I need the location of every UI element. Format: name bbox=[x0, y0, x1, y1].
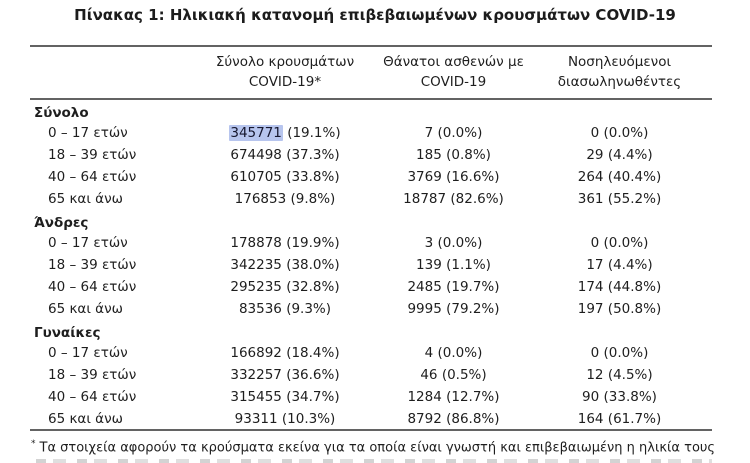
cases-cell: 342235 (38.0%) bbox=[230, 257, 340, 273]
header-deaths-line1: Θάνατοι ασθενών με bbox=[383, 54, 524, 70]
deaths-cell: 9995 (79.2%) bbox=[407, 301, 500, 317]
cases-cell: 610705 (33.8%) bbox=[230, 169, 340, 185]
group-label: Άνδρες bbox=[34, 215, 89, 231]
age-label: 40 – 64 ετών bbox=[48, 169, 137, 185]
group-label: Σύνολο bbox=[34, 105, 89, 121]
age-label: 18 – 39 ετών bbox=[48, 257, 137, 273]
intubated-cell: 361 (55.2%) bbox=[577, 191, 662, 207]
age-label: 40 – 64 ετών bbox=[48, 389, 137, 405]
table-header bbox=[30, 46, 712, 99]
intubated-cell: 197 (50.8%) bbox=[577, 301, 662, 317]
cases-cell: 674498 (37.3%) bbox=[230, 147, 340, 163]
cases-value: 315455 bbox=[230, 389, 282, 405]
table-row bbox=[30, 188, 712, 210]
table-row bbox=[30, 342, 712, 364]
age-label: 0 – 17 ετών bbox=[48, 235, 128, 251]
intubated-cell: 29 (4.4%) bbox=[586, 147, 653, 163]
table-row bbox=[30, 364, 712, 386]
cases-value: 176853 bbox=[234, 191, 287, 207]
header-empty-cell bbox=[30, 46, 190, 99]
cases-cell: 345771 (19.1%) bbox=[230, 125, 341, 141]
cases-cell: 178878 (19.9%) bbox=[230, 235, 340, 251]
cases-value: 166892 bbox=[230, 345, 282, 361]
cases-value: 342235 bbox=[230, 257, 282, 273]
header-intubated bbox=[527, 46, 712, 99]
cases-value: 295235 bbox=[230, 279, 282, 295]
deaths-cell: 139 (1.1%) bbox=[416, 257, 491, 273]
cases-cell: 166892 (18.4%) bbox=[230, 345, 340, 361]
table-title: Πίνακας 1: Ηλικιακή κατανομή επιβεβαιωμένων κρουσμάτων COVID-19 bbox=[74, 6, 676, 24]
table-row bbox=[30, 408, 712, 430]
deaths-cell: 3 (0.0%) bbox=[424, 235, 483, 251]
deaths-cell: 7 (0.0%) bbox=[424, 125, 483, 141]
header-cases-line2: COVID-19* bbox=[248, 74, 322, 90]
cases-cell: 83536 (9.3%) bbox=[238, 301, 332, 317]
age-label: 0 – 17 ετών bbox=[48, 125, 128, 141]
table-row bbox=[30, 144, 712, 166]
cases-value: 674498 bbox=[230, 147, 282, 163]
deaths-cell: 185 (0.8%) bbox=[416, 147, 491, 163]
table-row bbox=[30, 276, 712, 298]
table-row bbox=[30, 166, 712, 188]
intubated-cell: 0 (0.0%) bbox=[590, 235, 649, 251]
group-header-row bbox=[30, 99, 712, 122]
age-label: 65 και άνω bbox=[48, 191, 123, 207]
intubated-cell: 17 (4.4%) bbox=[586, 257, 653, 273]
deaths-cell: 1284 (12.7%) bbox=[407, 389, 500, 405]
age-label: 18 – 39 ετών bbox=[48, 147, 137, 163]
intubated-cell: 0 (0.0%) bbox=[590, 125, 649, 141]
group-header-row bbox=[30, 210, 712, 232]
table-row bbox=[30, 386, 712, 408]
age-label: 18 – 39 ετών bbox=[48, 367, 137, 383]
deaths-cell: 3769 (16.6%) bbox=[407, 169, 500, 185]
footnote-text: Τα στοιχεία αφορούν τα κρούσματα εκείνα για τα οποία είναι γνωστή και επιβεβαιωμένη η ηλικία τους bbox=[39, 440, 716, 456]
cases-value: 610705 bbox=[230, 169, 282, 185]
intubated-cell: 264 (40.4%) bbox=[577, 169, 662, 185]
intubated-cell: 12 (4.5%) bbox=[586, 367, 653, 383]
deaths-cell: 8792 (86.8%) bbox=[407, 410, 500, 427]
cases-cell: 332257 (36.6%) bbox=[230, 367, 340, 383]
cases-cell: 93311 (10.3%) bbox=[234, 410, 336, 427]
table-row bbox=[30, 254, 712, 276]
intubated-cell: 0 (0.0%) bbox=[590, 345, 649, 361]
footnote-asterisk: * bbox=[31, 439, 36, 449]
selected-cases-value[interactable]: 345771 bbox=[230, 125, 282, 141]
intubated-cell: 90 (33.8%) bbox=[582, 389, 657, 405]
header-deaths-line2: COVID-19 bbox=[420, 74, 487, 90]
header-intubated-line1: Νοσηλευόμενοι bbox=[567, 54, 672, 70]
age-label: 40 – 64 ετών bbox=[48, 279, 137, 295]
table-body bbox=[30, 99, 712, 430]
age-label: 65 και άνω bbox=[48, 410, 123, 427]
header-cases bbox=[190, 46, 380, 99]
intubated-cell: 164 (61.7%) bbox=[577, 410, 662, 427]
header-deaths bbox=[380, 46, 527, 99]
deaths-cell: 18787 (82.6%) bbox=[403, 191, 504, 207]
age-label: 65 και άνω bbox=[48, 301, 123, 317]
intubated-cell: 174 (44.8%) bbox=[577, 279, 662, 295]
table-row bbox=[30, 232, 712, 254]
deaths-cell: 46 (0.5%) bbox=[420, 367, 487, 383]
cases-cell: 176853 (9.8%) bbox=[234, 191, 336, 207]
cases-cell: 295235 (32.8%) bbox=[230, 279, 340, 295]
table-row bbox=[30, 298, 712, 320]
covid-age-table bbox=[30, 45, 712, 431]
cases-value: 93311 bbox=[234, 410, 278, 427]
header-cases-line1: Σύνολο κρουσμάτων bbox=[215, 54, 355, 70]
cases-value: 332257 bbox=[230, 367, 282, 383]
table-row bbox=[30, 122, 712, 144]
footnote bbox=[31, 439, 715, 455]
group-label: Γυναίκες bbox=[34, 325, 101, 341]
header-row bbox=[30, 46, 712, 99]
cases-cell: 315455 (34.7%) bbox=[230, 389, 340, 405]
header-intubated-line2: διασωληνωθέντες bbox=[557, 74, 682, 90]
age-label: 0 – 17 ετών bbox=[48, 345, 128, 361]
deaths-cell: 2485 (19.7%) bbox=[407, 279, 500, 295]
clipped-text-remnant bbox=[36, 459, 712, 463]
deaths-cell: 4 (0.0%) bbox=[424, 345, 483, 361]
cases-value: 83536 bbox=[238, 301, 282, 317]
group-header-row bbox=[30, 320, 712, 342]
cases-value: 178878 bbox=[230, 235, 282, 251]
